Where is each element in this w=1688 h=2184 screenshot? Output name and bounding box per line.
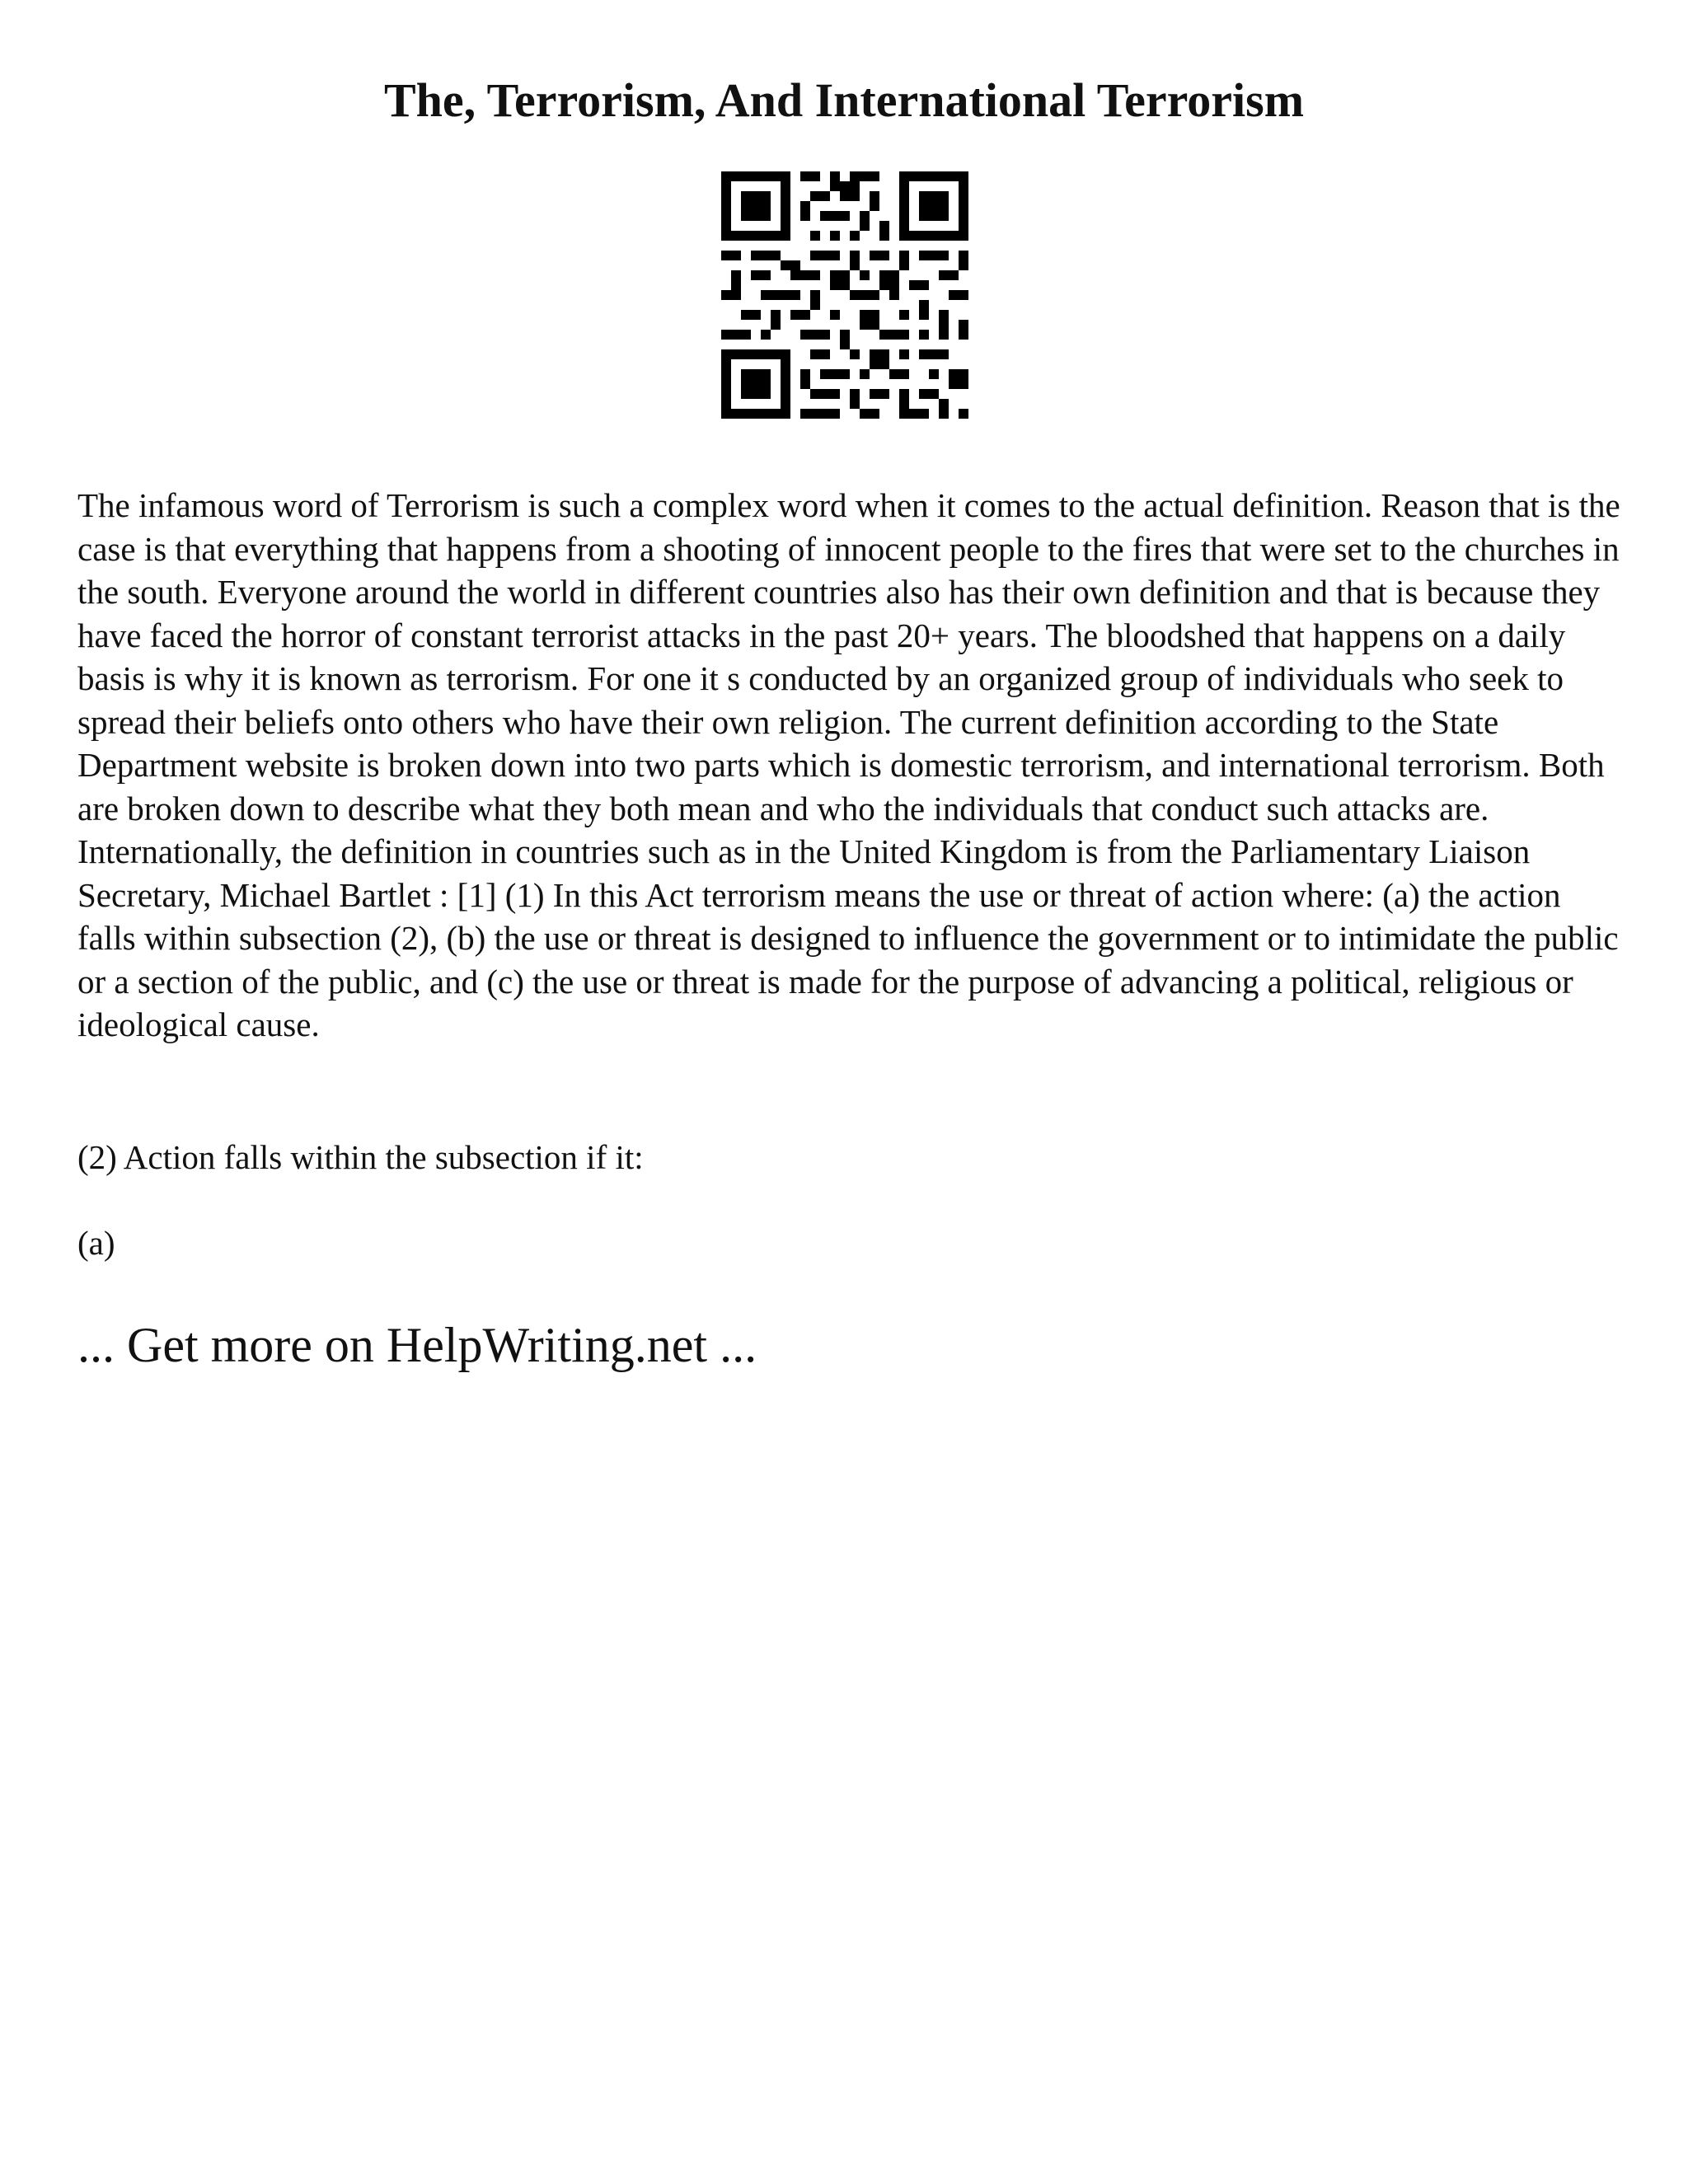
subsection-item: (a) bbox=[77, 1224, 115, 1262]
body-paragraph: The infamous word of Terrorism is such a complex word when it comes to the actual definition. Reason that is the case is that everything that happens from a shooting of innocent people to the fires that were set to the churches in the south. Everyone around the world in different countries also has their own definition and that is because they have faced the horror of constant terrorist attacks in the past 20+ years. The bloodshed that happens on a daily basis is why it is known as terrorism. For one it s conducted by an organized group of individuals who seek to spread their beliefs onto others who have their own religion. The current definition according to the State Department website is broken down into two parts which is domestic terrorism, and international terrorism. Both are broken down to describe what they both mean and who the individuals that conduct such attacks are. Internationally, the definition in countries such as in the United Kingdom is from the Parliamentary Liaison Secretary, Michael Bartlet : [1] (1) In this Act terrorism means the use or threat of action where: (a) the action falls within subsection (2), (b) the use or threat is designed to influence the government or to intimidate the public or a section of the public, and (c) the use or threat is made for the purpose of advancing a political, religious or ideological cause. bbox=[77, 486, 1620, 1043]
subsection-heading: (2) Action falls within the subsection if it: bbox=[77, 1138, 644, 1176]
qr-code-icon bbox=[721, 171, 968, 419]
get-more-link[interactable]: ... Get more on HelpWriting.net ... bbox=[77, 1318, 757, 1372]
page-title: The, Terrorism, And International Terrorism bbox=[383, 73, 1305, 127]
